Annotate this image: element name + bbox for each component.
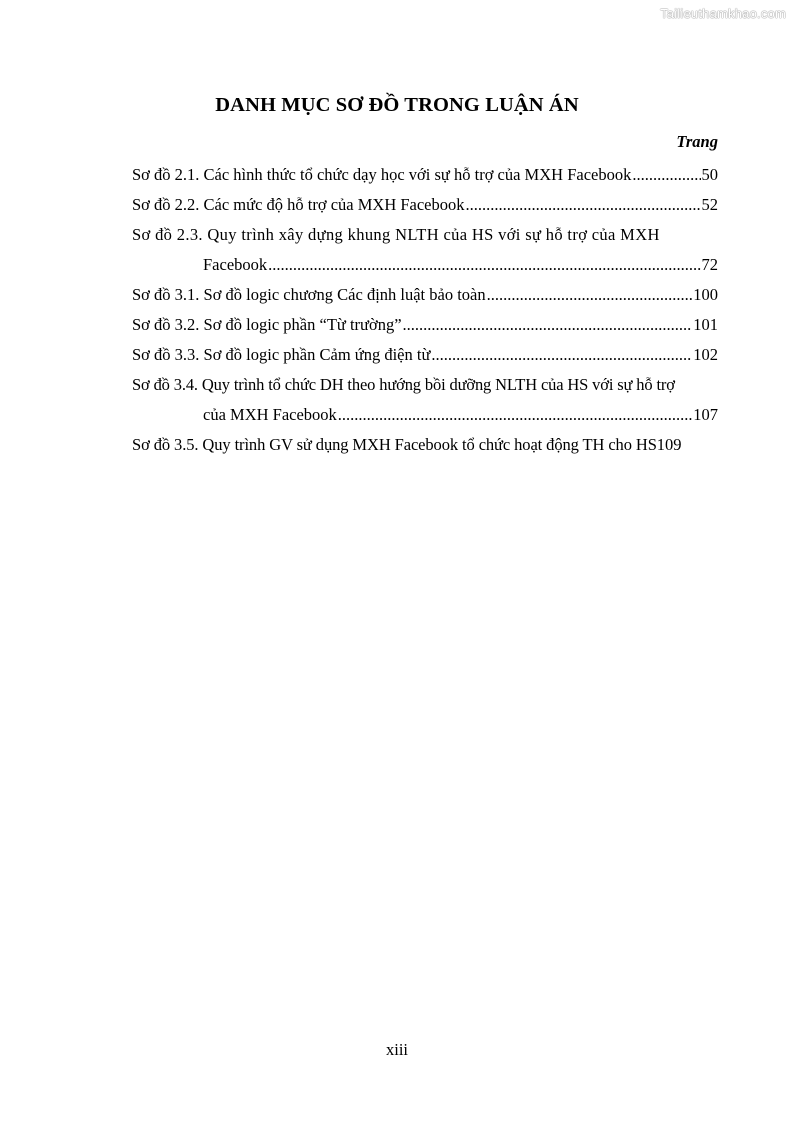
leader-dots xyxy=(632,160,700,190)
list-item[interactable] xyxy=(132,370,718,430)
entry-label: Sơ đồ 2.1. Các hình thức tổ chức dạy học với sự hỗ trợ của MXH Facebook xyxy=(132,165,632,184)
list-item[interactable] xyxy=(132,190,718,220)
list-item[interactable] xyxy=(132,310,718,340)
leader-dots xyxy=(268,250,700,280)
entry-page: 100 xyxy=(693,285,718,304)
entry-page: 109 xyxy=(656,435,682,454)
entry-page: 102 xyxy=(693,345,718,364)
entry-label-continuation: của MXH Facebook xyxy=(203,405,337,424)
leader-dots xyxy=(431,340,692,370)
leader-dots xyxy=(466,190,701,220)
entry-label: Sơ đồ 2.3. Quy trình xây dựng khung NLTH của HS với sự hỗ trợ của MXH xyxy=(132,225,660,244)
leader-dots xyxy=(487,280,693,310)
list-item[interactable] xyxy=(132,430,718,460)
entry-page: 52 xyxy=(701,195,718,214)
entry-page: 72 xyxy=(701,255,718,274)
list-item[interactable] xyxy=(132,220,718,280)
page-number: xiii xyxy=(385,1040,408,1059)
list-item[interactable] xyxy=(132,280,718,310)
entry-page: 107 xyxy=(693,405,718,424)
entry-label-continuation: Facebook xyxy=(203,255,268,274)
entry-label: Sơ đồ 3.3. Sơ đồ logic phần Cảm ứng điện từ xyxy=(132,345,431,364)
entry-label: Sơ đồ 3.5. Quy trình GV sử dụng MXH Facebook tổ chức hoạt động TH cho HS xyxy=(132,435,657,454)
leader-dots xyxy=(403,310,693,340)
entry-label: Sơ đồ 2.2. Các mức độ hỗ trợ của MXH Facebook xyxy=(132,195,465,214)
entry-label: Sơ đồ 3.4. Quy trình tổ chức DH theo hướng bồi dưỡng NLTH của HS với sự hỗ trợ xyxy=(132,375,675,394)
diagram-list xyxy=(132,160,718,460)
watermark: Tailieuthamkhao.com xyxy=(660,6,786,21)
entry-page: 50 xyxy=(701,165,718,184)
entry-page: 101 xyxy=(693,315,718,334)
list-item[interactable] xyxy=(132,160,718,190)
entry-label: Sơ đồ 3.1. Sơ đồ logic chương Các định luật bảo toàn xyxy=(132,285,486,304)
list-item[interactable] xyxy=(132,340,718,370)
leader-dots xyxy=(338,400,692,430)
page-title: DANH MỤC SƠ ĐỒ TRONG LUẬN ÁN xyxy=(215,94,579,116)
page-column-label: Trang xyxy=(676,132,718,151)
entry-label: Sơ đồ 3.2. Sơ đồ logic phần “Từ trường” xyxy=(132,315,402,334)
